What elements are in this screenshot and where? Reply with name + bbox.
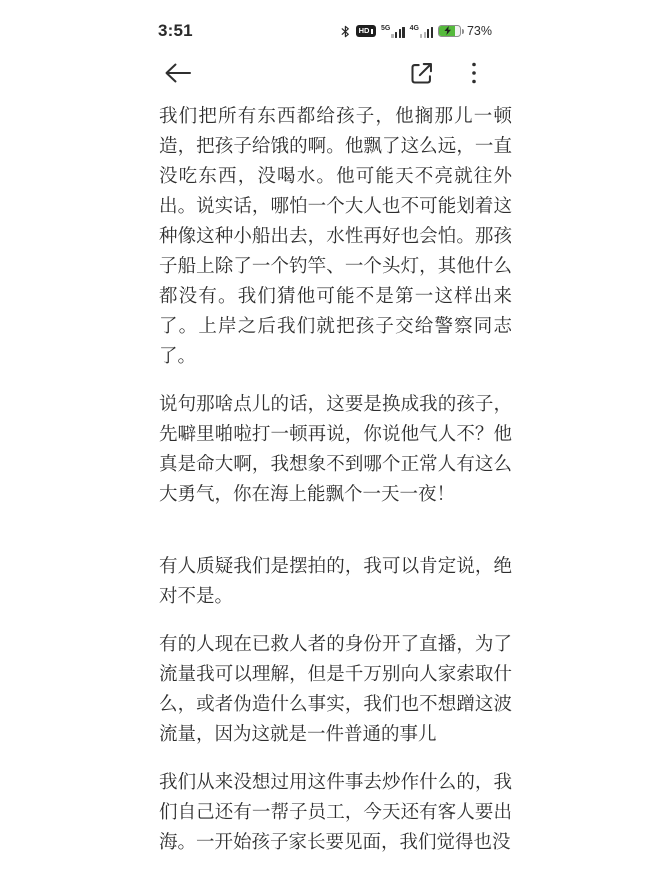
charging-bolt-icon	[442, 26, 454, 35]
battery-percent: 73%	[466, 24, 492, 38]
article-scroll-area[interactable]	[159, 101, 512, 875]
status-icons	[340, 24, 492, 38]
more-menu-button[interactable]	[471, 61, 477, 85]
bluetooth-icon	[340, 25, 351, 38]
battery-body	[438, 25, 461, 37]
back-arrow-icon	[163, 61, 193, 85]
signal-4g-label: 4G	[409, 24, 419, 32]
hd-badge-mark	[371, 29, 373, 34]
article-paragraph: 我们把所有东西都给孩子，他搁那儿一顿造，把孩子给饿的啊。他飘了这么远，一直没吃东西，没喝水。他可能天不亮就往外出。说实话，哪怕一个大人也不可能划着这种像这种小船出去，水性再好也会怕。那孩子船上除了一个钓竿、一个头灯，其他什么都没有。我们猜他可能不是第一这样出来了。上岸之后我们就把孩子交给警察同志了。	[159, 105, 512, 366]
article-paragraph: 有的人现在已救人者的身份开了直播，为了流量我可以理解，但是千万别向人家索取什么，或者伪造什么事实，我们也不想蹭这波流量，因为这就是一件普通的事儿	[159, 633, 512, 744]
clock: 3:51	[158, 21, 193, 40]
battery-charging-icon	[438, 24, 492, 38]
signal-5g-bars	[391, 26, 404, 38]
signal-5g-label: 5G	[380, 24, 391, 32]
volte-hd-badge	[356, 25, 376, 37]
more-menu-icon	[471, 61, 477, 85]
article-paragraph: 说句那啥点儿的话，这要是换成我的孩子，先噼里啪啦打一顿再说，你说他气人不？他真是命大啊，我想象不到哪个正常人有这么大勇气，你在海上能飘个一天一夜！	[159, 393, 512, 504]
share-button[interactable]	[408, 60, 435, 87]
status-bar	[130, 19, 520, 43]
article-paragraph: 我们从来没想过用这件事去炒作什么的，我们自己还有一帮子员工，今天还有客人要出海。一开始孩子家长要见面，我们觉得也没	[159, 771, 512, 852]
signal-4g-bars	[420, 26, 433, 38]
signal-4g-icon	[410, 25, 434, 38]
battery-nub	[462, 29, 464, 34]
back-button[interactable]	[163, 61, 193, 85]
signal-5g-icon	[381, 25, 405, 38]
hd-badge-label: HD	[358, 26, 370, 36]
nav-bar	[130, 53, 520, 93]
nav-actions	[408, 60, 477, 87]
article-paragraph: 有人质疑我们是摆拍的，我可以肯定说，绝对不是。	[159, 555, 512, 606]
share-icon	[408, 60, 435, 87]
